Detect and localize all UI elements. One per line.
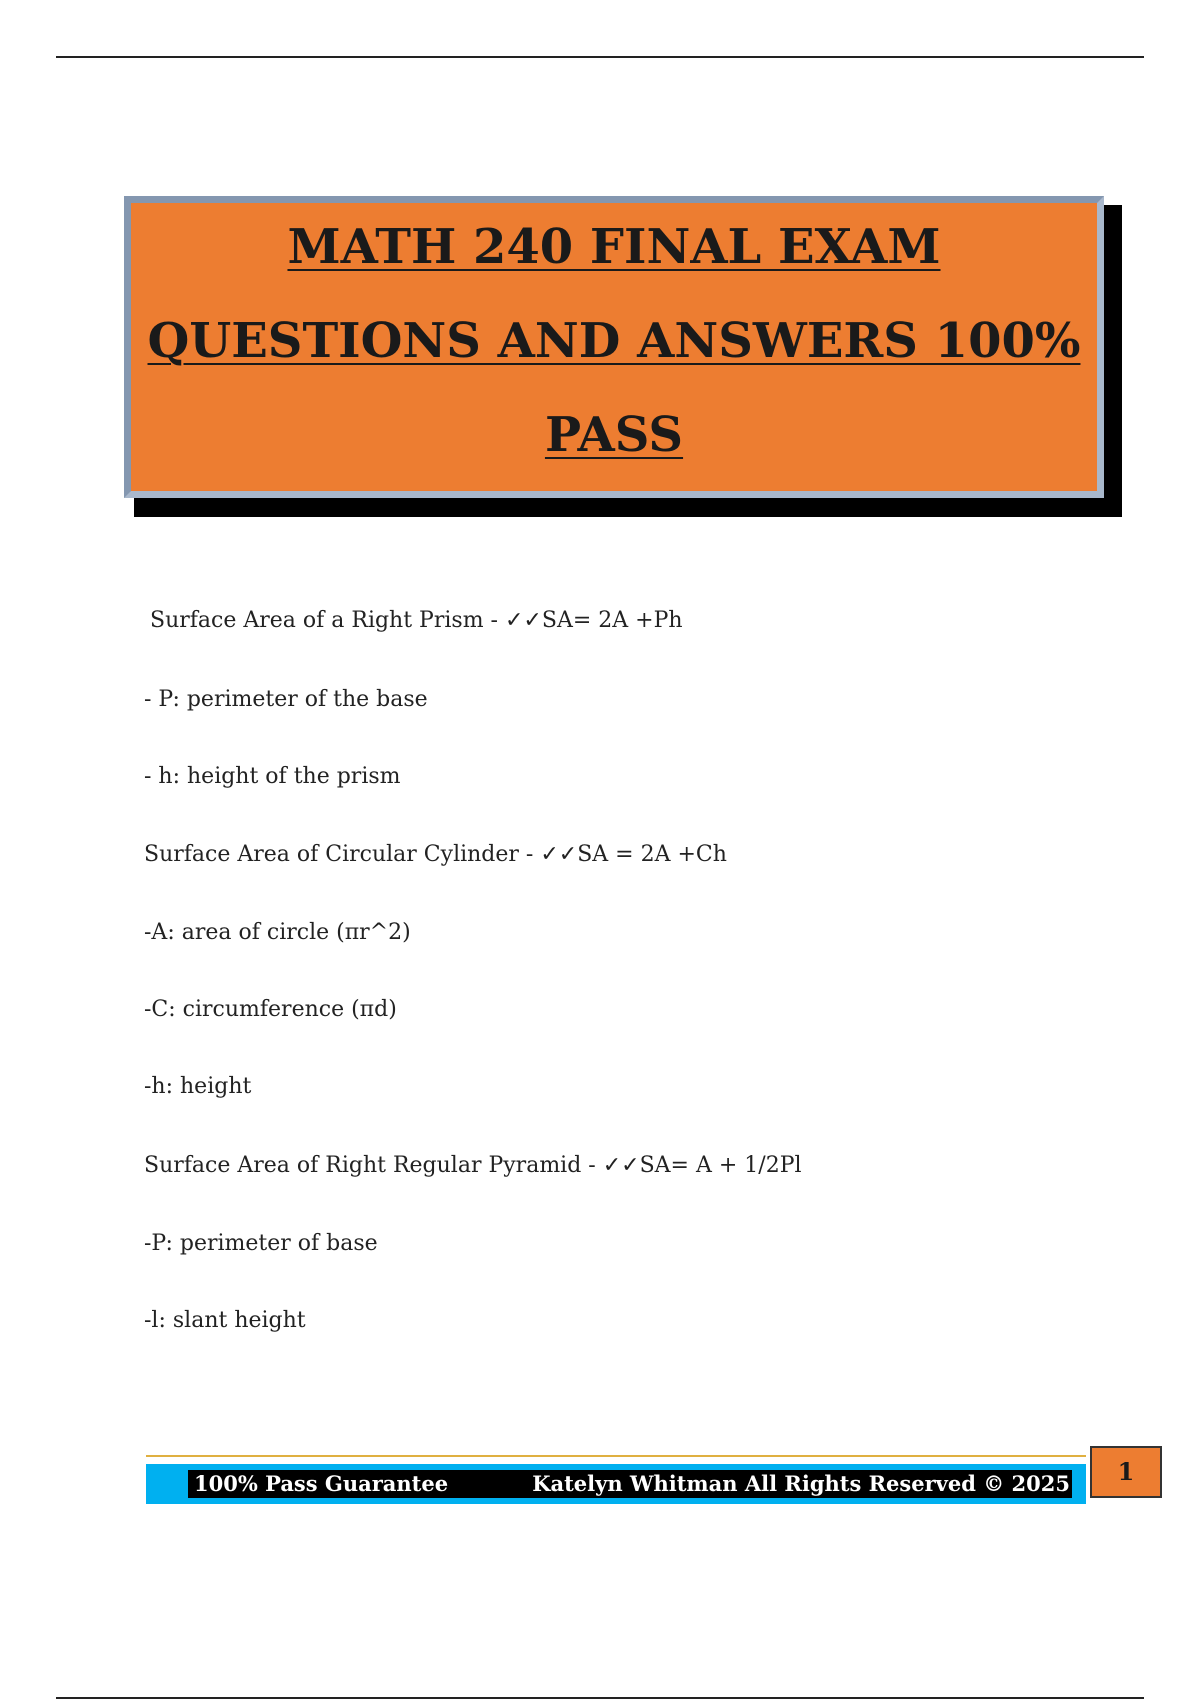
footer-guarantee-text: 100% Pass Guarantee [194, 1471, 449, 1496]
double-check-icon: ✓✓ [602, 1153, 640, 1178]
answer-text: SA= 2A +Ph [541, 608, 683, 633]
question-right-prism [150, 610, 683, 632]
bottom-rule [56, 1697, 1144, 1699]
double-check-icon: ✓✓ [505, 608, 542, 633]
answer-detail-line: - P: perimeter of the base [144, 687, 428, 712]
question-circular-cylinder [144, 844, 727, 866]
question-text: Surface Area of a Right Prism - [150, 608, 505, 633]
footer-bar [146, 1464, 1086, 1504]
footer-accent-rule [146, 1455, 1086, 1457]
answer-detail-line: - h: height of the prism [144, 764, 401, 789]
answer-detail-line: -h: height [144, 1074, 252, 1099]
question-text: Surface Area of Right Regular Pyramid - [144, 1153, 603, 1178]
title-line-2: QUESTIONS AND ANSWERS 100% [147, 313, 1081, 369]
question-text: Surface Area of Circular Cylinder - [144, 842, 541, 867]
answer-text: SA = 2A +Ch [577, 842, 727, 867]
double-check-icon: ✓✓ [540, 842, 578, 867]
title-line-1: MATH 240 FINAL EXAM [287, 219, 941, 275]
footer-copyright-text: Katelyn Whitman All Rights Reserved © 2025 [532, 1471, 1070, 1496]
answer-detail-line: -l: slant height [144, 1308, 306, 1333]
question-right-regular-pyramid [144, 1155, 802, 1177]
answer-detail-line: -P: perimeter of base [144, 1231, 378, 1256]
answer-detail-line: -A: area of circle (πr^2) [144, 920, 411, 945]
page-number: 1 [1090, 1446, 1162, 1498]
title-line-3: PASS [544, 407, 684, 463]
top-rule [56, 56, 1144, 58]
footer-band [188, 1470, 1072, 1498]
title-box [124, 196, 1104, 498]
answer-text: SA= A + 1/2Pl [639, 1153, 802, 1178]
answer-detail-line: -C: circumference (πd) [144, 997, 397, 1022]
